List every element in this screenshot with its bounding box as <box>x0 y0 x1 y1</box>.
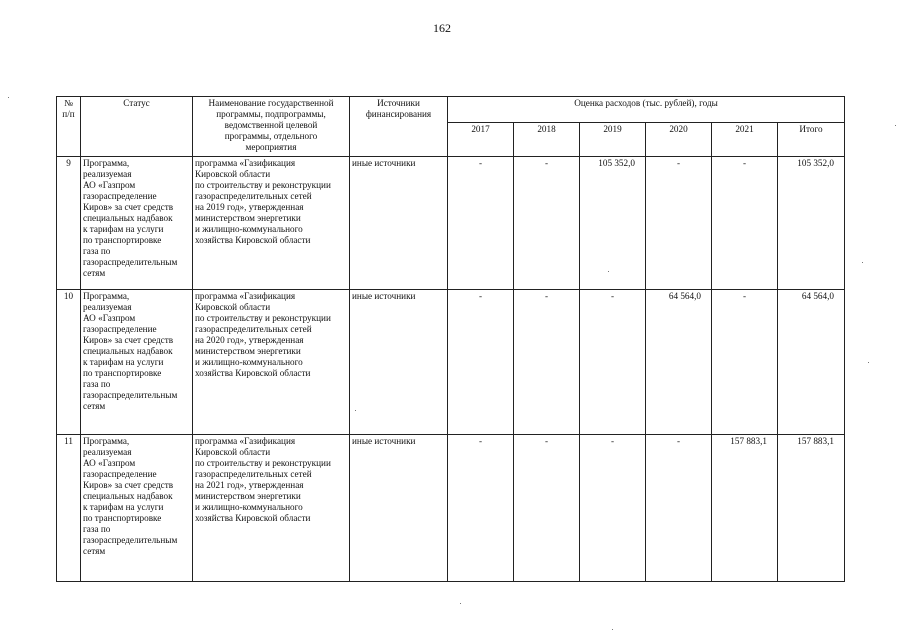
row-number: 11 <box>57 435 81 582</box>
header-year: 2017 <box>448 123 514 157</box>
row-number: 10 <box>57 290 81 435</box>
scan-speck <box>460 603 461 604</box>
row-funding-source: иные источники <box>350 435 448 582</box>
header-year: 2018 <box>514 123 580 157</box>
scan-speck <box>608 271 609 272</box>
scan-speck <box>355 410 356 411</box>
row-value-total: 105 352,0 <box>778 157 845 290</box>
row-value-2019: - <box>580 435 646 582</box>
budget-table <box>56 96 845 582</box>
row-value-total: 157 883,1 <box>778 435 845 582</box>
row-value-2020: 64 564,0 <box>646 290 712 435</box>
table-row <box>57 157 845 290</box>
row-program-name: программа «Газификация Кировской области по строительству и реконструкции газораспределительных сетей на 2021 год», утвержденная министерством энергетики и жилищно-коммунального хозяйства Кировской области <box>193 435 350 582</box>
row-program-name: программа «Газификация Кировской области по строительству и реконструкции газораспределительных сетей на 2019 год», утвержденная министерством энергетики и жилищно-коммунального хозяйства Кировской области <box>193 157 350 290</box>
row-value-2021: - <box>712 290 778 435</box>
header-num: № п/п <box>57 97 81 157</box>
row-number: 9 <box>57 157 81 290</box>
page-number: 162 <box>433 21 451 35</box>
scan-speck <box>612 629 613 630</box>
scan-speck <box>8 97 9 98</box>
scan-speck <box>895 125 896 126</box>
header-program-name: Наименование государственной программы, подпрограммы, ведомственной целевой программы, отдельного мероприятия <box>193 97 350 157</box>
row-value-2021: - <box>712 157 778 290</box>
header-year: 2021 <box>712 123 778 157</box>
row-program-name: программа «Газификация Кировской области по строительству и реконструкции газораспределительных сетей на 2020 год», утвержденная министерством энергетики и жилищно-коммунального хозяйства Кировской области <box>193 290 350 435</box>
header-year: 2019 <box>580 123 646 157</box>
row-value-2018: - <box>514 435 580 582</box>
row-value-2021: 157 883,1 <box>712 435 778 582</box>
row-value-2020: - <box>646 435 712 582</box>
row-funding-source: иные источники <box>350 157 448 290</box>
row-value-2017: - <box>448 435 514 582</box>
header-row <box>57 97 845 123</box>
row-value-2019: - <box>580 290 646 435</box>
row-value-2018: - <box>514 157 580 290</box>
table-row <box>57 290 845 435</box>
row-status: Программа, реализуемая АО «Газпром газораспределение Киров» за счет средств специальных надбавок к тарифам на услуги по транспортировке газа по газораспределительным сетям <box>81 290 193 435</box>
header-year: 2020 <box>646 123 712 157</box>
row-value-2017: - <box>448 157 514 290</box>
row-value-2019: 105 352,0 <box>580 157 646 290</box>
scan-speck <box>862 262 863 263</box>
header-funding-sources: Источники финансирования <box>350 97 448 157</box>
row-value-2017: - <box>448 290 514 435</box>
header-status: Статус <box>81 97 193 157</box>
row-status: Программа, реализуемая АО «Газпром газораспределение Киров» за счет средств специальных надбавок к тарифам на услуги по транспортировке газа по газораспределительным сетям <box>81 157 193 290</box>
header-cost-estimate: Оценка расходов (тыс. рублей), годы <box>448 97 845 123</box>
row-value-2018: - <box>514 290 580 435</box>
header-total: Итого <box>778 123 845 157</box>
row-status: Программа, реализуемая АО «Газпром газораспределение Киров» за счет средств специальных надбавок к тарифам на услуги по транспортировке газа по газораспределительным сетям <box>81 435 193 582</box>
table-row <box>57 435 845 582</box>
scan-speck <box>868 362 869 363</box>
row-value-2020: - <box>646 157 712 290</box>
row-funding-source: иные источники <box>350 290 448 435</box>
row-value-total: 64 564,0 <box>778 290 845 435</box>
